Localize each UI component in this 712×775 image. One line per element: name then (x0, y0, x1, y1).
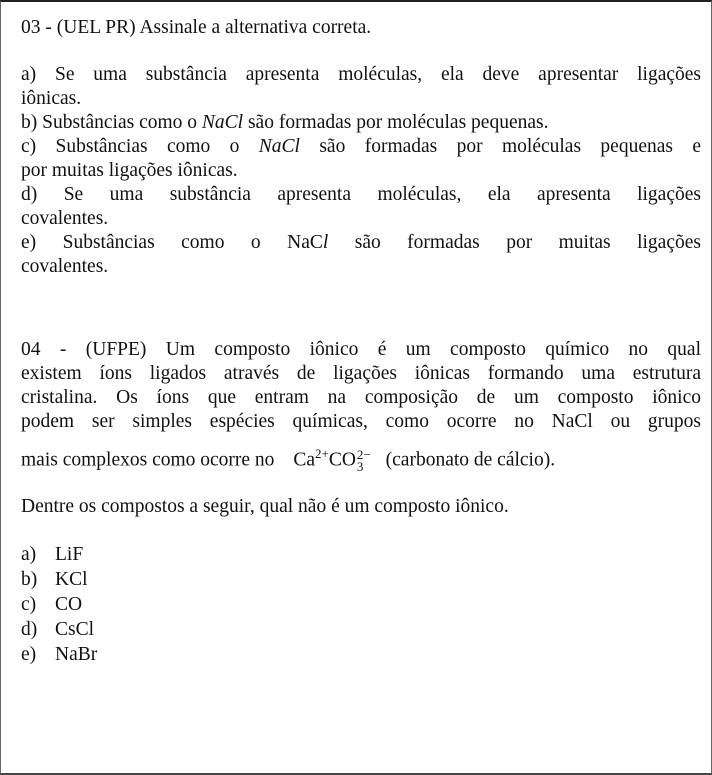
calcium-carbonate-formula (293, 442, 370, 473)
question-03 (21, 16, 701, 279)
q4-options-list (21, 542, 701, 667)
q4-option-letter: d) (21, 619, 38, 641)
q3-option-a-line1: a) Se uma substância apresenta moléculas, ela deve apresentar ligações (21, 64, 701, 85)
q3-option-c-pre: c) Substâncias como o (21, 136, 259, 157)
q4-option-e (21, 642, 701, 667)
q4-question-text: Dentre os compostos a seguir, qual não é um composto iônico. (21, 496, 509, 518)
q4-option-c (21, 592, 701, 617)
q4-option-d (21, 617, 701, 642)
q3-option-e-italic-l: l (322, 232, 329, 253)
q3-option-d (21, 183, 701, 231)
q3-option-b-post: são formadas por moléculas pequenas. (243, 112, 549, 133)
q4-option-text: LiF (55, 544, 84, 566)
q4-option-letter: b) (21, 569, 38, 591)
q4-option-letter: a) (21, 544, 37, 566)
q3-option-e (21, 231, 701, 279)
q4-option-text: CsCl (55, 619, 95, 641)
q4-paragraph-line2: existem íons ligados através de ligações iônicas formando uma estrutura (21, 363, 701, 384)
formula-ca: Ca (293, 449, 315, 471)
q3-option-c-line1 (21, 135, 701, 159)
q3-option-c-formula: NaCl (258, 136, 300, 157)
q4-paragraph-line4: podem ser simples espécies químicas, como ocorre no NaCl ou grupos (21, 411, 701, 432)
q3-option-b-formula: NaCl (201, 112, 244, 133)
formula-co: CO (328, 449, 356, 471)
q4-paragraph-line3: cristalina. Os íons que entram na composição de um composto iônico (21, 387, 701, 408)
q4-option-text: NaBr (55, 644, 98, 666)
formula-co-subscript: 3 (356, 459, 364, 475)
question-03-header: 03 - (UEL PR) Assinale a alternativa correta. (21, 17, 372, 38)
q3-option-a-line2: iônicas. (21, 88, 82, 109)
q3-option-a (21, 63, 701, 111)
q4-paragraph-line5-pre: mais complexos como ocorre no (21, 449, 275, 471)
question-04 (21, 338, 701, 667)
q3-option-c-post: são formadas por moléculas pequenas e (299, 136, 701, 157)
q3-option-e-line2: covalentes. (21, 256, 109, 277)
q3-option-e-line1 (21, 231, 701, 255)
q3-option-b-pre: b) Substâncias como o (21, 112, 202, 133)
q3-option-d-line1: d) Se uma substância apresenta moléculas, ela apresenta ligações (21, 184, 701, 205)
q3-option-e-pre: e) Substâncias como o NaC (21, 232, 323, 253)
q4-option-b (21, 567, 701, 592)
q4-paragraph-line5 (21, 442, 701, 473)
q4-option-letter: e) (21, 644, 37, 666)
q4-option-text: KCl (55, 569, 88, 591)
formula-co-charge: 2− (356, 447, 371, 463)
q4-option-a (21, 542, 701, 567)
q3-option-c-line2: por muitas ligações iônicas. (21, 160, 238, 181)
q4-paragraph-line5-post: (carbonato de cálcio). (385, 449, 556, 471)
q3-option-d-line2: covalentes. (21, 208, 109, 229)
q4-option-letter: c) (21, 594, 37, 616)
q4-paragraph-line1: 04 - (UFPE) Um composto iônico é um composto químico no qual (21, 339, 701, 360)
formula-co-indices (357, 449, 371, 473)
q3-option-c (21, 135, 701, 183)
q4-option-text: CO (55, 594, 83, 616)
q3-option-b (21, 111, 701, 135)
formula-ca-charge: 2+ (314, 446, 329, 461)
q3-option-e-post: são formadas por muitas ligações (328, 232, 701, 253)
